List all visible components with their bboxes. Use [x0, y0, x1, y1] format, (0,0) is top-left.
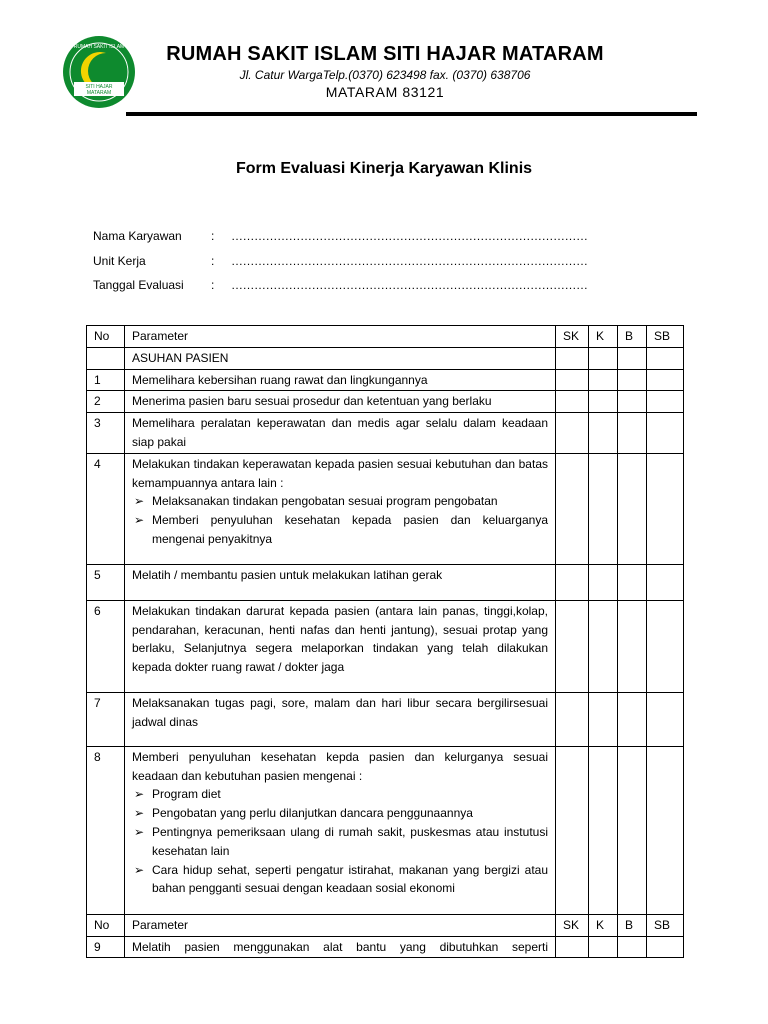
row-number: 5: [87, 564, 125, 600]
table-row: [87, 391, 684, 413]
hospital-address: Jl. Catur WargaTelp.(0370) 623498 fax. (0370) 638706: [239, 68, 531, 82]
table-row: [87, 936, 684, 958]
table-row: [87, 453, 684, 564]
field-colon: :: [211, 278, 215, 292]
field-label: Tanggal Evaluasi: [93, 278, 184, 292]
header-sb: SB: [647, 914, 684, 936]
score-sb-cell[interactable]: [647, 453, 684, 564]
row-parameter-text: Melakukan tindakan keperawatan kepada pasien sesuai kebutuhan dan batas kemampuannya antara lain :: [132, 456, 548, 490]
table-header-row: [87, 326, 684, 348]
row-number: 2: [87, 391, 125, 413]
field-colon: :: [211, 254, 215, 268]
table-row: [87, 413, 684, 454]
table-row: [87, 564, 684, 600]
arrow-bullet-icon: ➢: [134, 806, 145, 821]
score-b-cell[interactable]: [618, 936, 647, 958]
row-parameter: Menerima pasien baru sesuai prosedur dan ketentuan yang berlaku: [125, 391, 556, 413]
score-b-cell[interactable]: [618, 413, 647, 454]
table-row: [87, 600, 684, 692]
list-item: ➢ Program diet: [132, 785, 548, 804]
logo-bottom-text-2: MATARAM: [86, 90, 112, 96]
row-parameter: [125, 453, 556, 564]
score-b-cell[interactable]: [618, 692, 647, 746]
score-k-cell[interactable]: [589, 600, 618, 692]
score-k-cell[interactable]: [589, 564, 618, 600]
score-sb-cell[interactable]: [647, 391, 684, 413]
row-number: 7: [87, 692, 125, 746]
table-header-row: [87, 914, 684, 936]
row-number: 9: [87, 936, 125, 958]
score-sk-cell[interactable]: [556, 936, 589, 958]
field-label: Nama Karyawan: [93, 229, 182, 243]
score-sk-cell[interactable]: [556, 564, 589, 600]
row-parameter: [125, 746, 556, 914]
list-item: ➢ Memberi penyuluhan kesehatan kepada pasien dan keluarganya mengenai penyakitnya: [134, 513, 548, 546]
field-colon: :: [211, 229, 215, 243]
score-b-cell[interactable]: [618, 453, 647, 564]
evaluation-table: [86, 325, 684, 958]
header-sk: SK: [556, 914, 589, 936]
row-parameter: Melaksanakan tugas pagi, sore, malam dan hari libur secara bergilirsesuai jadwal dinas: [125, 692, 556, 746]
score-sk-cell[interactable]: [556, 746, 589, 914]
row-parameter: Memelihara peralatan keperawatan dan medis agar selalu dalam keadaan siap pakai: [125, 413, 556, 454]
score-k-cell[interactable]: [589, 453, 618, 564]
header-no: No: [87, 914, 125, 936]
score-k-cell[interactable]: [589, 369, 618, 391]
list-item: ➢ Pentingnya pemeriksaan ulang di rumah sakit, puskesmas atau instutusi kesehatan lain: [134, 824, 548, 858]
header-divider: [126, 112, 697, 116]
score-sb-cell[interactable]: [647, 413, 684, 454]
row-number: 4: [87, 453, 125, 564]
header-parameter: Parameter: [125, 326, 556, 348]
logo-top-text: RUMAH SAKIT ISLAM: [73, 44, 125, 50]
score-sb-cell[interactable]: [647, 936, 684, 958]
header-k: K: [589, 326, 618, 348]
score-b-cell[interactable]: [618, 369, 647, 391]
hospital-city: MATARAM 83121: [325, 84, 445, 100]
field-blank[interactable]: …………………………………………………………………………………: [231, 229, 588, 243]
score-sk-cell[interactable]: [556, 453, 589, 564]
score-sk-cell[interactable]: [556, 600, 589, 692]
header-b: B: [618, 914, 647, 936]
score-b-cell[interactable]: [618, 391, 647, 413]
row-parameter: Memelihara kebersihan ruang rawat dan lingkungannya: [125, 369, 556, 391]
row-parameter: Melatih pasien menggunakan alat bantu yang dibutuhkan seperti: [125, 936, 556, 958]
header-sk: SK: [556, 326, 589, 348]
score-sb-cell[interactable]: [647, 600, 684, 692]
score-sk-cell[interactable]: [556, 391, 589, 413]
row-number: 3: [87, 413, 125, 454]
row-number: 1: [87, 369, 125, 391]
logo-bottom-text-1: SITI HAJAR: [85, 84, 113, 90]
score-b-cell[interactable]: [618, 746, 647, 914]
arrow-bullet-icon: ➢: [134, 787, 145, 802]
header-no: No: [87, 326, 125, 348]
score-sk-cell[interactable]: [556, 369, 589, 391]
field-blank[interactable]: …………………………………………………………………………………: [231, 278, 588, 292]
table-row: [87, 746, 684, 914]
header-sb: SB: [647, 326, 684, 348]
section-title: ASUHAN PASIEN: [125, 347, 556, 369]
field-label: Unit Kerja: [93, 254, 146, 268]
row-parameter: Melatih / membantu pasien untuk melakukan latihan gerak: [125, 564, 556, 600]
score-sb-cell[interactable]: [647, 692, 684, 746]
form-title: Form Evaluasi Kinerja Karyawan Klinis: [235, 160, 533, 177]
table-row: [87, 369, 684, 391]
arrow-bullet-icon: ➢: [134, 862, 145, 877]
score-sb-cell[interactable]: [647, 746, 684, 914]
hospital-name: RUMAH SAKIT ISLAM SITI HAJAR MATARAM: [166, 43, 604, 65]
header-k: K: [589, 914, 618, 936]
score-b-cell[interactable]: [618, 564, 647, 600]
score-b-cell[interactable]: [618, 600, 647, 692]
score-k-cell[interactable]: [589, 746, 618, 914]
section-row: [87, 347, 684, 369]
score-k-cell[interactable]: [589, 692, 618, 746]
row-number: 6: [87, 600, 125, 692]
score-sb-cell[interactable]: [647, 564, 684, 600]
list-item: ➢ Pengobatan yang perlu dilanjutkan dancara penggunaannya: [132, 804, 548, 823]
arrow-bullet-icon: ➢: [134, 513, 145, 528]
score-sk-cell[interactable]: [556, 692, 589, 746]
score-k-cell[interactable]: [589, 413, 618, 454]
arrow-bullet-icon: ➢: [134, 824, 145, 839]
score-k-cell[interactable]: [589, 936, 618, 958]
arrow-bullet-icon: ➢: [134, 494, 145, 509]
score-sk-cell[interactable]: [556, 413, 589, 454]
score-sb-cell[interactable]: [647, 369, 684, 391]
table-row: [87, 692, 684, 746]
row-parameter-text: Memberi penyuluhan kesehatan kepda pasien dan kelurganya sesuai keadaan dan kebutuhan pasien mengenai :: [132, 749, 548, 783]
list-item: ➢ Melaksanakan tindakan pengobatan sesuai program pengobatan: [132, 492, 548, 511]
row-number: 8: [87, 746, 125, 914]
score-k-cell[interactable]: [589, 391, 618, 413]
field-blank[interactable]: …………………………………………………………………………………: [231, 254, 588, 268]
header-b: B: [618, 326, 647, 348]
hospital-logo: [62, 35, 136, 109]
header-parameter: Parameter: [125, 914, 556, 936]
list-item: ➢ Cara hidup sehat, seperti pengatur istirahat, makanan yang bergizi atau bahan pengganti sesuai dengan keadaan sosial ekonomi: [134, 862, 548, 896]
row-parameter: Melakukan tindakan darurat kepada pasien (antara lain panas, tinggi,kolap, pendarahan, keracunan, henti nafas dan henti jantung), sesuai protap yang berlaku, Selanjutnya segera melaporkan tindakan yang telah dilakukan kepada dokter ruang rawat / dokter jaga: [125, 600, 556, 692]
